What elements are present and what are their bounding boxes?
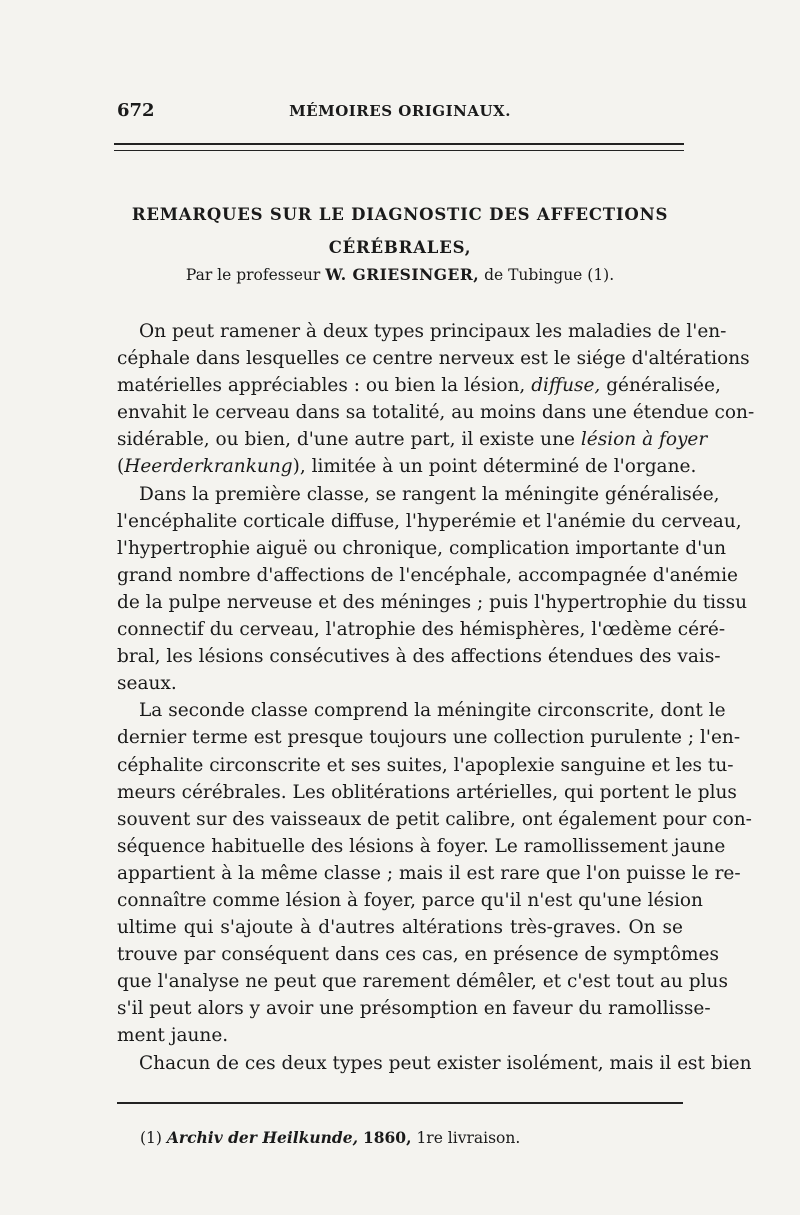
footnote-marker: (1) bbox=[140, 1129, 162, 1147]
text-line: que l'analyse ne peut que rarement démêler, et c'est tout au plus bbox=[117, 971, 728, 993]
text-line: l'encéphalite corticale diffuse, l'hyperémie et l'anémie du cerveau, bbox=[117, 510, 742, 532]
text-line: séquence habituelle des lésions à foyer. Le ramollissement jaune bbox=[117, 835, 726, 857]
text-line: meurs cérébrales. Les oblitérations artérielles, qui portent le plus bbox=[117, 781, 737, 803]
byline-suffix: de Tubingue (1). bbox=[484, 266, 615, 284]
text-line: ment jaune. bbox=[117, 1025, 229, 1047]
byline-prefix: Par le professeur bbox=[185, 266, 321, 284]
text-line: La seconde classe comprend la méningite circonscrite, dont le bbox=[139, 700, 726, 722]
footnote-rule bbox=[117, 1102, 683, 1104]
running-title: MÉMOIRES ORIGINAUX. bbox=[289, 102, 511, 120]
text-line: l'hypertrophie aiguë ou chronique, complication importante d'un bbox=[117, 537, 727, 559]
author-name: W. GRIESINGER, bbox=[325, 265, 480, 284]
body-text bbox=[117, 318, 755, 1077]
text-line: matérielles appréciables : ou bien la lésion, diffuse, généralisée, bbox=[117, 375, 721, 397]
text-line: trouve par conséquent dans ces cas, en présence de symptômes bbox=[117, 944, 719, 966]
text-line: bral, les lésions consécutives à des affections étendues des vais- bbox=[117, 646, 721, 668]
text-line: grand nombre d'affections de l'encéphale, accompagnée d'anémie bbox=[117, 564, 738, 586]
article-title bbox=[117, 198, 683, 264]
text-line: seaux. bbox=[117, 673, 177, 695]
text-line: Chacun de ces deux types peut exister isolément, mais il est bien bbox=[139, 1052, 752, 1074]
title-line: CÉRÉBRALES, bbox=[328, 238, 472, 257]
text-line: Dans la première classe, se rangent la méningite généralisée, bbox=[139, 483, 720, 505]
text-line: (Heerderkrankung), limitée à un point déterminé de l'organe. bbox=[117, 456, 697, 478]
text-line: dernier terme est presque toujours une collection purulente ; l'en- bbox=[117, 727, 741, 749]
running-head bbox=[117, 100, 683, 124]
text-line: On peut ramener à deux types principaux les maladies de l'en- bbox=[139, 321, 727, 342]
text-line: sidérable, ou bien, d'une autre part, il existe une lésion à foyer bbox=[117, 429, 708, 451]
text-line: céphale dans lesquelles ce centre nerveux est le siége d'altérations bbox=[117, 348, 750, 370]
footnote-issue: 1re livraison. bbox=[416, 1129, 521, 1147]
footnote bbox=[140, 1128, 660, 1147]
text-line: envahit le cerveau dans sa totalité, au moins dans une étendue con- bbox=[117, 402, 755, 424]
title-line: REMARQUES SUR LE DIAGNOSTIC DES AFFECTIONS bbox=[131, 205, 669, 224]
text-line: de la pulpe nerveuse et des méninges ; puis l'hypertrophie du tissu bbox=[117, 591, 747, 613]
footnote-journal: Archiv der Heilkunde, bbox=[166, 1128, 359, 1147]
text-line: appartient à la même classe ; mais il est rare que l'on puisse le re- bbox=[117, 862, 741, 884]
text-line: souvent sur des vaisseaux de petit calibre, ont également pour con- bbox=[117, 808, 752, 830]
text-line: connaître comme lésion à foyer, parce qu'il n'est qu'une lésion bbox=[117, 889, 703, 911]
text-line: connectif du cerveau, l'atrophie des hémisphères, l'œdème céré- bbox=[117, 619, 726, 641]
byline bbox=[117, 265, 683, 284]
header-rule bbox=[114, 143, 684, 151]
text-line: s'il peut alors y avoir une présomption en faveur du ramollisse- bbox=[117, 998, 711, 1020]
footnote-year: 1860, bbox=[362, 1128, 412, 1147]
text-line: céphalite circonscrite et ses suites, l'apoplexie sanguine et les tu- bbox=[117, 754, 734, 776]
text-line: ultime qui s'ajoute à d'autres altérations très-graves. On se bbox=[117, 917, 683, 939]
page-number: 672 bbox=[117, 100, 155, 121]
